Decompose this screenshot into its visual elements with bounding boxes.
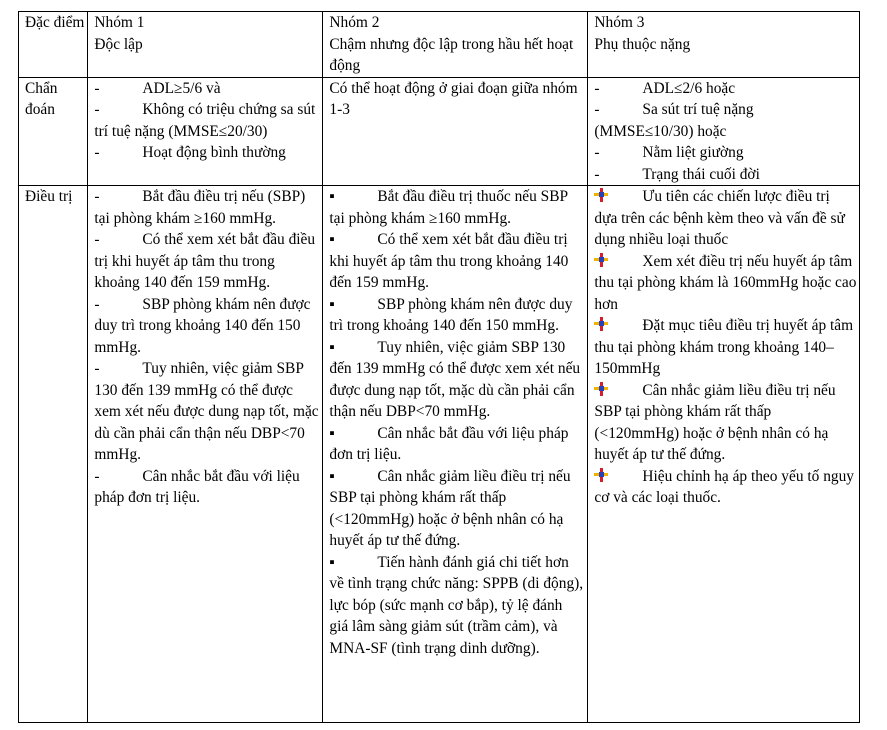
dash-bullet: - (94, 144, 100, 161)
header-group3-cell (588, 12, 860, 78)
pin-icon (594, 188, 608, 202)
treatment-group2-item-text: SBP phòng khám nên được duy trì trong khoảng 140 đến 150 mmHg. (329, 295, 573, 334)
header-group2-name: Nhóm 2 (329, 14, 380, 31)
pin-bullet (594, 466, 642, 488)
diagnosis-group2-text: Có thể hoạt động ở giai đoạn giữa nhóm 1-3 (329, 79, 578, 118)
pin-bullet (594, 186, 642, 208)
dash-bullet: - (94, 188, 100, 205)
pin-bullet (594, 315, 642, 337)
treatment-group2-item-text: Tiến hành đánh giá chi tiết hơn về tình trạng chức năng: SPPB (di động), lực bóp (sức mạnh cơ bắp), tỷ lệ đánh giá lâm sàng giảm sút (trầm cảm), và MNA-SF (tình trạng dinh dưỡng). (329, 553, 584, 657)
treatment-group1-item-text: SBP phòng khám nên được duy trì trong khoảng 140 đến 150 mmHg. (94, 295, 311, 356)
header-feature-line1: Đặc điểm (25, 14, 85, 31)
square-bullet: ▪ (329, 188, 335, 205)
diagnosis-group3-item-text: ADL≤2/6 hoặc (642, 79, 736, 97)
treatment-group2-item-6 (329, 466, 584, 552)
dash-bullet: - (94, 79, 100, 97)
treatment-group2-item-2 (329, 229, 584, 294)
treatment-group1-item-4 (94, 358, 319, 466)
treatment-group3-item-4 (594, 380, 856, 466)
diagnosis-row (19, 77, 860, 186)
treatment-group2-item-3 (329, 294, 584, 337)
square-bullet: ▪ (329, 295, 335, 313)
diagnosis-group1-item-text: ADL≥5/6 và (142, 79, 221, 97)
treatment-group2-item-text: Có thể xem xét bắt đầu điều trị khi huyết áp tâm thu trong khoảng 140 đến 159 mmHg. (329, 231, 569, 291)
pin-icon (594, 253, 608, 267)
dash-bullet: - (594, 79, 600, 97)
header-group1-cell (88, 12, 323, 78)
pin-icon (594, 317, 608, 331)
dash-bullet: - (94, 295, 100, 313)
square-bullet: ▪ (329, 231, 335, 248)
pin-bullet (594, 380, 642, 402)
square-bullet: ▪ (329, 553, 335, 571)
treatment-group1-item-5 (94, 466, 319, 509)
diagnosis-label: Chẩn đoán (25, 79, 58, 118)
treatment-group3-item-5 (594, 466, 856, 509)
dash-bullet: - (94, 101, 100, 118)
dash-bullet: - (94, 231, 100, 248)
treatment-group1-item-2 (94, 229, 319, 294)
diagnosis-group3-item-2 (594, 99, 856, 142)
treatment-group1-cell (88, 186, 323, 723)
treatment-group3-item-1 (594, 186, 856, 251)
dash-bullet: - (594, 144, 600, 161)
pin-bullet (594, 251, 642, 273)
treatment-group1-item-3 (94, 294, 319, 359)
treatment-group1-item-text: Bắt đầu điều trị nếu (SBP) tại phòng khám ≥160 mmHg. (94, 188, 306, 227)
treatment-group2-item-text: Cân nhắc giảm liều điều trị nếu SBP tại phòng khám rất thấp (<120mmHg) hoặc ở bệnh nhân có hạ huyết áp tư thế đứng. (329, 467, 571, 549)
diagnosis-group1-cell (88, 77, 323, 186)
treatment-group3-item-text: Hiệu chỉnh hạ áp theo yếu tố nguy cơ và các loại thuốc. (594, 467, 854, 506)
diagnosis-group3-item-4 (594, 164, 856, 186)
header-group3-subtitle: Phụ thuộc nặng (594, 35, 691, 53)
diagnosis-group3-item-text: Trạng thái cuối đời (642, 165, 760, 183)
treatment-group2-item-5 (329, 423, 584, 466)
header-group1-name: Nhóm 1 (94, 14, 145, 31)
header-group1-subtitle: Độc lập (94, 35, 143, 53)
square-bullet: ▪ (329, 338, 335, 356)
treatment-group3-cell (588, 186, 860, 723)
treatment-label: Điều trị (25, 188, 73, 205)
treatment-group1-item-1 (94, 186, 319, 229)
treatment-label-cell (19, 186, 88, 723)
pin-icon (594, 468, 608, 482)
treatment-group2-item-4 (329, 337, 584, 423)
diagnosis-group1-item-2 (94, 99, 319, 142)
treatment-group3-item-text: Xem xét điều trị nếu huyết áp tâm thu tại phòng khám là 160mmHg hoặc cao hơn (594, 252, 857, 313)
diagnosis-label-cell (19, 77, 88, 186)
treatment-group1-item-text: Tuy nhiên, việc giảm SBP 130 đến 139 mmHg có thể được xem xét nếu được dung nạp tốt, mặc dù cần phải cẩn thận nếu DBP<70 mmHg. (94, 360, 319, 463)
treatment-group2-cell (323, 186, 588, 723)
header-group2-cell (323, 12, 588, 78)
header-group2-subtitle: Chậm nhưng độc lập trong hầu hết hoạt động (329, 35, 574, 74)
treatment-group1-item-text: Có thể xem xét bắt đầu điều trị khi huyết áp tâm thu trong khoảng 140 đến 159 mmHg. (94, 231, 316, 291)
dash-bullet: - (594, 165, 600, 183)
pin-icon (594, 382, 608, 396)
treatment-group3-item-text: Cân nhắc giảm liều điều trị nếu SBP tại phòng khám rất thấp (<120mmHg) hoặc ở bệnh nhân có hạ huyết áp tư thế đứng. (594, 381, 836, 463)
diagnosis-group3-item-text: Nằm liệt giường (642, 144, 744, 161)
treatment-row (19, 186, 860, 723)
treatment-group3-item-3 (594, 315, 856, 380)
treatment-group2-item-7 (329, 552, 584, 660)
diagnosis-group1-item-text: Hoạt động bình thường (142, 144, 286, 161)
treatment-group1-item-text: Cân nhắc bắt đầu với liệu pháp đơn trị liệu. (94, 467, 300, 506)
treatment-group2-item-text: Bắt đầu điều trị thuốc nếu SBP tại phòng khám ≥160 mmHg. (329, 188, 568, 227)
treatment-group3-item-text: Ưu tiên các chiến lược điều trị dựa trên các bệnh kèm theo và vấn đề sử dụng nhiều loại thuốc (594, 188, 845, 248)
diagnosis-group3-item-1 (594, 78, 856, 100)
diagnosis-group3-item-3 (594, 142, 856, 164)
hypertension-treatment-table (18, 11, 860, 723)
diagnosis-group1-item-1 (94, 78, 319, 100)
diagnosis-group2-cell (323, 77, 588, 186)
diagnosis-group1-item-text: Không có triệu chứng sa sút trí tuệ nặng (MMSE≤20/30) (94, 101, 316, 140)
dash-bullet: - (594, 101, 600, 118)
header-feature-cell (19, 12, 88, 78)
square-bullet: ▪ (329, 424, 335, 442)
treatment-group2-item-1 (329, 186, 584, 229)
square-bullet: ▪ (329, 467, 335, 485)
header-group3-name: Nhóm 3 (594, 14, 645, 31)
diagnosis-group1-item-3 (94, 142, 319, 164)
treatment-group2-item-text: Cân nhắc bắt đầu với liệu pháp đơn trị liệu. (329, 424, 569, 463)
treatment-group3-item-text: Đặt mục tiêu điều trị huyết áp tâm thu tại phòng khám trong khoảng 140–150mmHg (594, 317, 854, 377)
treatment-group3-item-2 (594, 251, 856, 316)
table-header-row (19, 12, 860, 78)
treatment-group2-item-text: Tuy nhiên, việc giảm SBP 130 đến 139 mmHg có thể được xem xét nếu được dung nạp tốt, mặc dù cần phải cẩn thận nếu DBP<70 mmHg. (329, 338, 581, 420)
dash-bullet: - (94, 467, 100, 485)
diagnosis-group3-item-text: Sa sút trí tuệ nặng (MMSE≤10/30) hoặc (594, 101, 754, 140)
diagnosis-group3-cell (588, 77, 860, 186)
dash-bullet: - (94, 360, 100, 377)
